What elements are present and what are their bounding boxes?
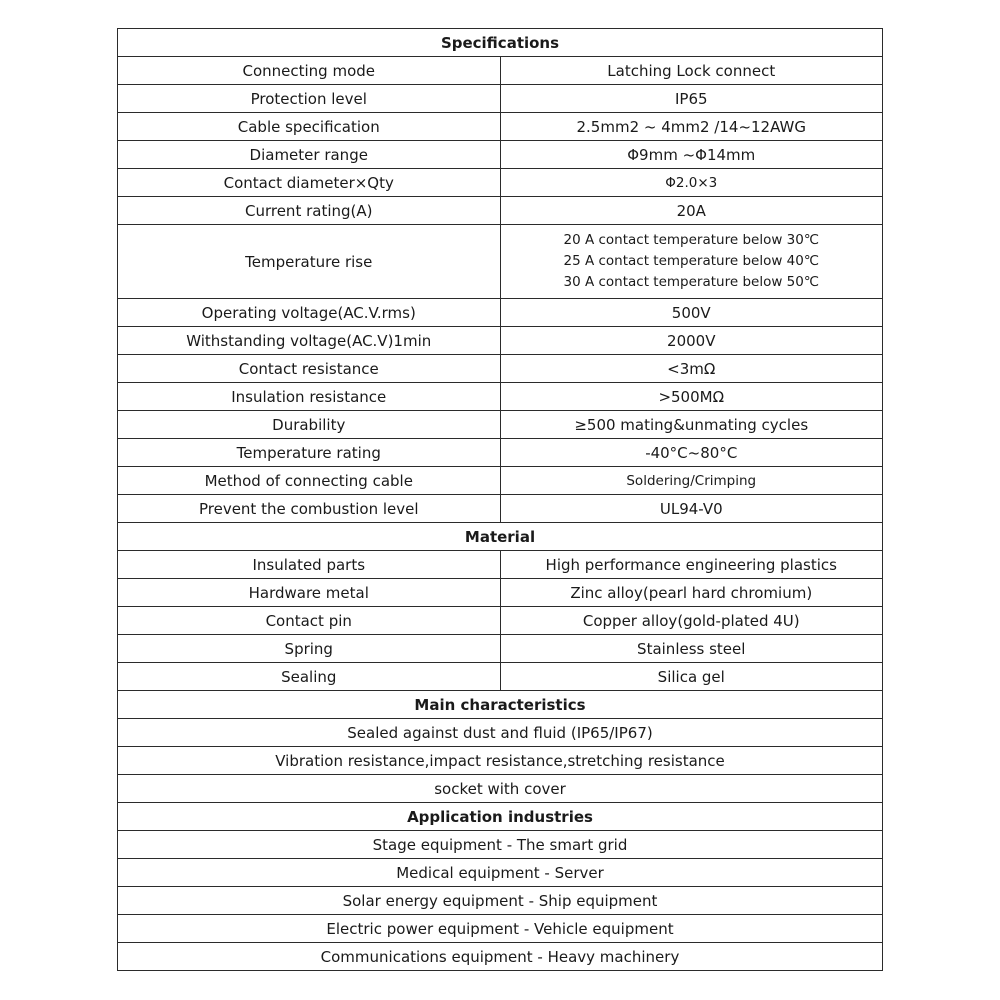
row-value: ≥500 mating&unmating cycles [500,411,883,439]
table-row [118,169,883,197]
table-row [118,831,883,859]
spec-table [117,28,883,971]
industry-item: Solar energy equipment - Ship equipment [118,887,883,915]
table-row [118,915,883,943]
row-label: Temperature rise [118,225,501,299]
table-row [118,299,883,327]
table-row-temperature-rise [118,225,883,299]
temperature-rise-line: 30 A contact temperature below 50℃ [563,274,819,290]
table-row [118,467,883,495]
row-label: Durability [118,411,501,439]
section-header-material [118,523,883,551]
section-header-application-industries [118,803,883,831]
row-label: Current rating(A) [118,197,501,225]
row-value: Φ9mm ~Φ14mm [500,141,883,169]
table-row [118,775,883,803]
table-row [118,85,883,113]
row-label: Prevent the combustion level [118,495,501,523]
table-row [118,663,883,691]
table-row [118,579,883,607]
row-label: Connecting mode [118,57,501,85]
table-row [118,635,883,663]
table-row [118,943,883,971]
section-title: Specifications [118,29,883,57]
table-row [118,719,883,747]
section-header-specifications [118,29,883,57]
row-value: Soldering/Crimping [500,467,883,495]
table-row [118,887,883,915]
row-value: UL94-V0 [500,495,883,523]
row-value: Silica gel [500,663,883,691]
table-row [118,141,883,169]
row-value: Stainless steel [500,635,883,663]
row-value: 20A [500,197,883,225]
row-label: Spring [118,635,501,663]
table-row [118,327,883,355]
row-value: 500V [500,299,883,327]
row-label: Contact resistance [118,355,501,383]
row-label: Cable specification [118,113,501,141]
row-value: Zinc alloy(pearl hard chromium) [500,579,883,607]
row-label: Method of connecting cable [118,467,501,495]
table-row [118,411,883,439]
row-label: Contact pin [118,607,501,635]
section-title: Application industries [118,803,883,831]
industry-item: Medical equipment - Server [118,859,883,887]
table-row [118,383,883,411]
row-label: Insulation resistance [118,383,501,411]
table-row [118,607,883,635]
row-value: High performance engineering plastics [500,551,883,579]
table-row [118,113,883,141]
row-value: Φ2.0×3 [500,169,883,197]
table-row [118,355,883,383]
row-label: Temperature rating [118,439,501,467]
table-row [118,551,883,579]
row-label: Sealing [118,663,501,691]
table-row [118,859,883,887]
industry-item: Electric power equipment - Vehicle equipment [118,915,883,943]
row-value: 2.5mm2 ~ 4mm2 /14~12AWG [500,113,883,141]
row-value-multiline [500,225,883,299]
row-value: Latching Lock connect [500,57,883,85]
row-label: Hardware metal [118,579,501,607]
row-label: Operating voltage(AC.V.rms) [118,299,501,327]
table-row [118,197,883,225]
row-value: 2000V [500,327,883,355]
section-title: Material [118,523,883,551]
row-value: Copper alloy(gold-plated 4U) [500,607,883,635]
industry-item: Communications equipment - Heavy machinery [118,943,883,971]
industry-item: Stage equipment - The smart grid [118,831,883,859]
row-label: Protection level [118,85,501,113]
row-value: IP65 [500,85,883,113]
table-row [118,439,883,467]
row-label: Withstanding voltage(AC.V)1min [118,327,501,355]
characteristic-item: Sealed against dust and fluid (IP65/IP67) [118,719,883,747]
temperature-rise-line: 25 A contact temperature below 40℃ [563,253,819,269]
row-label: Insulated parts [118,551,501,579]
row-label: Diameter range [118,141,501,169]
table-row [118,747,883,775]
table-row [118,495,883,523]
characteristic-item: Vibration resistance,impact resistance,stretching resistance [118,747,883,775]
row-value: >500MΩ [500,383,883,411]
row-value: -40°C~80°C [500,439,883,467]
section-title: Main characteristics [118,691,883,719]
row-label: Contact diameter×Qty [118,169,501,197]
characteristic-item: socket with cover [118,775,883,803]
section-header-main-characteristics [118,691,883,719]
temperature-rise-line: 20 A contact temperature below 30℃ [563,232,819,248]
table-row [118,57,883,85]
row-value: <3mΩ [500,355,883,383]
